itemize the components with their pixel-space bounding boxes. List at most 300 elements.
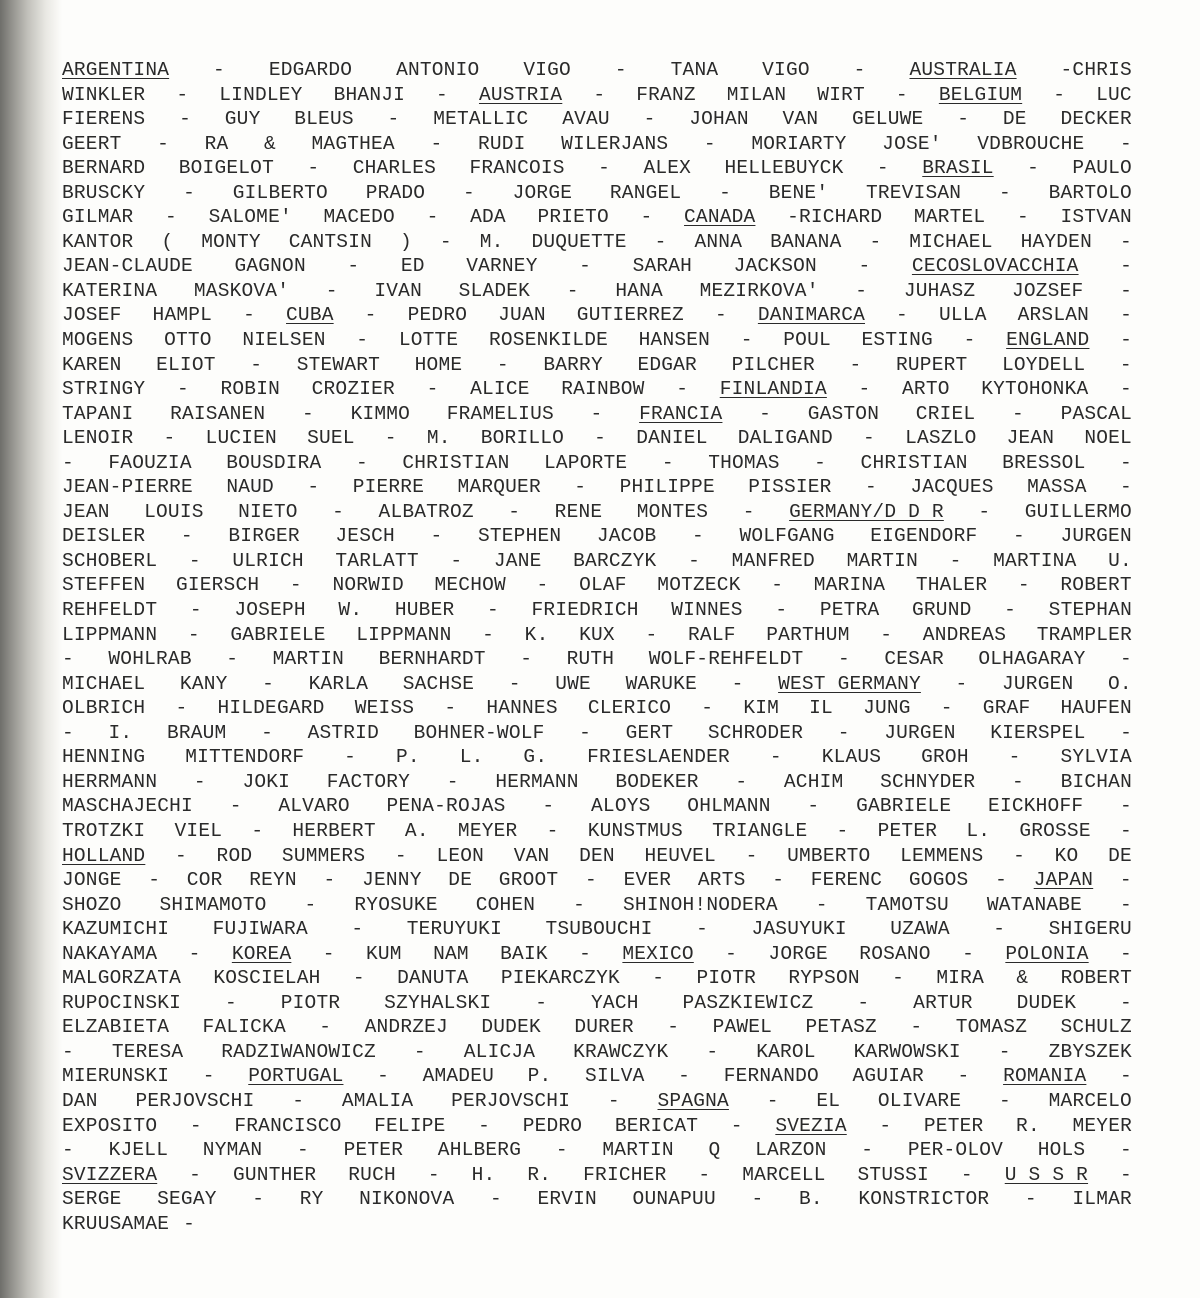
word: - [1004, 599, 1017, 622]
word: WINKLER [62, 83, 146, 106]
word: PETER [343, 1139, 404, 1162]
word: LEON [436, 844, 485, 867]
word: ROD [216, 844, 253, 867]
word: BODEKER [615, 770, 699, 793]
word: REYN [249, 869, 297, 892]
text-line [62, 794, 1132, 819]
word: DAN [62, 1089, 98, 1112]
word: GILBERTO [232, 181, 328, 204]
word: FALICKA [202, 1016, 286, 1039]
word: - [766, 1089, 779, 1112]
word: - [853, 59, 866, 81]
word: BRESSOL [1002, 451, 1086, 474]
word: STUSSI [857, 1163, 929, 1186]
word: SHIGERU [1048, 918, 1132, 941]
word: - [879, 1114, 892, 1137]
word: KAROL [756, 1040, 816, 1063]
word: - [691, 525, 704, 548]
word: - [62, 1040, 74, 1063]
word: CHRISTIAN [860, 451, 968, 474]
word: PRIETO [537, 206, 609, 229]
country-heading: CECOSLOVACCHIA [911, 255, 1079, 278]
word: ISTVAN [1060, 206, 1132, 229]
word: JURGEN [1002, 672, 1074, 695]
word: MONTES [636, 500, 709, 523]
word: TOMASZ [955, 1016, 1028, 1039]
word: BLEUS [294, 108, 354, 131]
word: KAZUMICHI [62, 918, 170, 941]
word: THOMAS [708, 451, 780, 474]
word: - [444, 697, 457, 720]
word: WEISS [354, 697, 415, 720]
word: OUNAPUU [632, 1188, 716, 1211]
text-line [62, 1187, 1132, 1212]
word: - [427, 1163, 440, 1186]
word: - [698, 1163, 711, 1186]
word: GUILLERMO [1024, 500, 1132, 523]
word: - [496, 353, 509, 376]
word: R. [1016, 1114, 1040, 1137]
word: - [307, 476, 320, 499]
word: MORIARTY [751, 132, 847, 155]
word: MARTIN [846, 549, 918, 572]
word: - [725, 942, 738, 965]
word: - [1120, 132, 1132, 155]
word: LAPORTE [543, 451, 628, 474]
text-line [62, 254, 1132, 279]
word: - [1120, 721, 1132, 744]
word: SCHULZ [1060, 1016, 1132, 1039]
word: - [880, 623, 893, 646]
word: ROSENKILDE [488, 329, 609, 352]
word: CHARLES [352, 157, 437, 180]
word: - [869, 230, 882, 253]
word: PIERRE [352, 476, 425, 499]
word: - [590, 402, 603, 425]
country-heading: CANADA [684, 206, 756, 229]
word: SLADEK [458, 279, 531, 302]
word: - [1053, 83, 1066, 106]
word: FRAMELIUS [446, 402, 554, 425]
word: GELUWE [852, 108, 924, 131]
word: GRAF [982, 697, 1031, 720]
word: - [1119, 819, 1132, 842]
word: - [229, 795, 242, 818]
word: UWE [555, 672, 591, 695]
word: WOHLRAB [108, 648, 192, 671]
word: PETER [923, 1114, 984, 1137]
word: GASTON [807, 402, 880, 425]
word: - [347, 255, 360, 278]
word: STEFFEN [62, 574, 146, 597]
word: - [876, 157, 889, 180]
word: VARNEY [466, 255, 538, 278]
country-heading: PORTUGAL [248, 1065, 344, 1088]
word: TERUYUKI [406, 918, 502, 941]
word: - [566, 279, 579, 302]
word: - [598, 157, 611, 180]
word: ADA [470, 206, 506, 229]
word: TAMOTSU [865, 893, 949, 916]
text-line [62, 58, 1132, 83]
word: FELIPE [374, 1114, 446, 1137]
word: TREVISAN [865, 181, 962, 204]
word: GUY [224, 108, 261, 131]
word: - [751, 1188, 764, 1211]
word: G. [523, 746, 548, 769]
word: - [62, 451, 74, 474]
word: RY [299, 1188, 324, 1211]
word: - [304, 893, 317, 916]
word: - [520, 648, 533, 671]
word: - [319, 1016, 332, 1039]
word: - [489, 1188, 502, 1211]
word: BENE' [768, 181, 829, 204]
word: IVAN [374, 279, 422, 302]
word: LOUIS [144, 500, 204, 523]
word: - [297, 1139, 309, 1162]
word: - [745, 844, 758, 867]
word: - [678, 1065, 691, 1088]
word: KJELL [108, 1139, 169, 1162]
word: O. [1108, 672, 1132, 695]
word: PASZKIEWICZ [682, 991, 814, 1014]
word: - [165, 206, 177, 229]
word: MECHOW [434, 574, 506, 597]
word: SCHRODER [707, 721, 804, 744]
word: KANTOR [62, 230, 134, 253]
word: CANTSIN [288, 230, 373, 253]
word: - [940, 697, 953, 720]
word: - [579, 942, 592, 965]
word: TSUBOUCHI [545, 918, 653, 941]
word: MILAN [726, 83, 787, 106]
word: RUCH [348, 1163, 396, 1186]
word: - [579, 255, 592, 278]
word: - [462, 181, 475, 204]
word: BRUSCKY [62, 181, 146, 204]
word: - [730, 1114, 743, 1137]
country-heading: SPAGNA [657, 1089, 729, 1112]
word: -CHRIS [1060, 59, 1132, 81]
word: - [62, 648, 74, 671]
word: BOIGELOT [178, 157, 274, 180]
word: - [978, 500, 991, 523]
word: - [863, 427, 875, 450]
word: - [759, 402, 772, 425]
word: KIM [743, 697, 780, 720]
word: FRIEDRICH [531, 599, 639, 622]
word: - [593, 83, 606, 106]
word: DE [448, 869, 473, 892]
word: FRANZ [636, 83, 696, 106]
word: DE [1002, 108, 1027, 131]
word: LOYDELL [1002, 353, 1086, 376]
word: DECKER [1060, 108, 1132, 131]
word: DUDEK [1016, 991, 1077, 1014]
word: KUNSTMUS [587, 819, 683, 842]
word: JURGEN [884, 721, 956, 744]
word: - [1011, 770, 1024, 793]
word: TERESA [111, 1040, 184, 1063]
text-line [62, 647, 1132, 672]
word: PASCAL [1060, 402, 1132, 425]
word: HILDEGARD [217, 697, 325, 720]
country-heading: SVIZZERA [62, 1163, 158, 1186]
word: - [1017, 574, 1030, 597]
word: HERMANN [495, 770, 579, 793]
text-line [62, 991, 1132, 1016]
country-heading: FINLANDIA [719, 378, 827, 401]
country-heading: SVEZIA [775, 1114, 847, 1137]
word: OLBRICH [62, 697, 146, 720]
word: - [224, 991, 237, 1014]
word: - [910, 1016, 923, 1039]
word: L. [459, 746, 484, 769]
word: - [508, 500, 521, 523]
word: TANA [670, 59, 719, 81]
word: - [323, 869, 336, 892]
word: ) [399, 230, 412, 253]
word: - [307, 157, 320, 180]
text-line [62, 1089, 1132, 1114]
text-line [62, 402, 1132, 427]
word: ED [400, 255, 425, 278]
word: - [202, 1065, 215, 1088]
word: HAUFEN [1060, 697, 1132, 720]
word: MARINA [813, 574, 886, 597]
word: SYLVIA [1060, 746, 1132, 769]
text-line [62, 377, 1132, 402]
word: PERJOVSCHI [135, 1089, 255, 1112]
word: SERGE [62, 1188, 122, 1211]
word: JONGE [62, 869, 122, 892]
word: PEDRO [522, 1114, 583, 1137]
word: PIEKARCZYK [500, 967, 620, 990]
word: RUTH [566, 648, 615, 671]
text-line [62, 672, 1132, 697]
text-line [62, 500, 1132, 525]
word: - [579, 721, 592, 744]
word: AMALIA [341, 1089, 414, 1112]
word: IL [809, 697, 833, 720]
word: PERJOVSCHI [451, 1089, 571, 1112]
word: - [643, 108, 656, 131]
word: - [772, 869, 785, 892]
word: - [176, 378, 189, 401]
word: - [439, 230, 452, 253]
word: LEMMENS [900, 844, 984, 867]
text-line [62, 181, 1132, 206]
word: - [183, 1212, 196, 1235]
word: FRANCOIS [469, 157, 565, 180]
word: - [174, 844, 187, 867]
word: & [1016, 967, 1029, 990]
word: LASZLO [905, 427, 977, 450]
word: - [1120, 451, 1132, 474]
word: MANFRED [731, 549, 815, 572]
word: VIGO [762, 59, 810, 81]
word: MOTZECK [657, 574, 741, 597]
word: - [607, 1089, 620, 1112]
word: STEPHEN [477, 525, 562, 548]
word: WATANABE [986, 893, 1083, 916]
country-heading: POLONIA [1005, 942, 1089, 965]
word: MEYER [1072, 1114, 1132, 1137]
word: NIKONOVA [359, 1188, 455, 1211]
word: COR [186, 869, 223, 892]
word: - [187, 623, 200, 646]
word: EIGENDORF [870, 525, 978, 548]
word: EXPOSITO [62, 1114, 158, 1137]
word: VDBROUCHE [977, 132, 1085, 155]
word: PARTHUM [766, 623, 850, 646]
word: W. [338, 599, 363, 622]
text-line [62, 966, 1132, 991]
word: - [1120, 1163, 1132, 1186]
word: HAMPL [152, 304, 213, 327]
word: - [148, 869, 161, 892]
word: GROH [921, 746, 969, 769]
word: JOSE' [882, 132, 942, 155]
word: - [351, 918, 364, 941]
word: MOGENS [62, 329, 134, 352]
word: PER-OLOV [907, 1139, 1004, 1162]
word: - [769, 746, 782, 769]
word: LUC [1096, 83, 1132, 106]
word: JOHAN [689, 108, 749, 131]
word: - [188, 549, 201, 572]
country-heading: WEST GERMANY [778, 672, 921, 695]
text-line [62, 819, 1132, 844]
word: MARQUER [457, 476, 541, 499]
word: - [594, 427, 607, 450]
word: SCHOBERL [62, 549, 158, 572]
word: - [325, 279, 338, 302]
word: JURGEN [1060, 525, 1132, 548]
word: FERENC [810, 869, 883, 892]
word: ACHIM [783, 770, 844, 793]
word: - [1119, 230, 1132, 253]
word: - [892, 967, 905, 990]
word: KARWOWSKI [853, 1040, 961, 1063]
word: OTTO [164, 329, 212, 352]
word: ULRICH [232, 549, 304, 572]
country-heading: ROMANIA [1003, 1065, 1087, 1088]
word: - [535, 991, 548, 1014]
country-heading: AUSTRIA [478, 83, 563, 106]
word: FERNANDO [723, 1065, 819, 1088]
text-line [62, 745, 1132, 770]
word: - [731, 672, 744, 695]
word: ILMAR [1072, 1188, 1132, 1211]
word: RA [204, 132, 229, 155]
word: STEPHAN [1048, 599, 1132, 622]
text-line [62, 1138, 1132, 1163]
word: - [614, 59, 627, 81]
word: - [865, 476, 877, 499]
word: SARAH [632, 255, 693, 278]
word: GROOT [498, 869, 559, 892]
word: - [815, 893, 828, 916]
word: HERRMANN [62, 770, 158, 793]
word: PAWEL [712, 1016, 773, 1039]
word: ARTS [697, 869, 746, 892]
word: - [426, 206, 439, 229]
word: - [995, 869, 1007, 892]
word: TAPANI [62, 402, 134, 425]
word: MAGTHEA [311, 132, 395, 155]
word: SUMMERS [281, 844, 366, 867]
word: FIERENS [62, 108, 146, 131]
word: VAN [782, 108, 819, 131]
word: ULLA [938, 304, 987, 327]
word: - [189, 599, 202, 622]
word: ROSANO [859, 942, 931, 965]
word: - [555, 1139, 568, 1162]
word: - [1120, 893, 1132, 916]
word: - [719, 181, 731, 204]
word: ANDREAS [922, 623, 1007, 646]
text-line [62, 696, 1132, 721]
word: FRANCISCO [234, 1114, 342, 1137]
word: - [508, 672, 521, 695]
word: BERNHARDT [378, 648, 486, 671]
text-line [62, 107, 1132, 132]
word: RADZIWANOWICZ [221, 1040, 376, 1063]
text-line [62, 1064, 1132, 1089]
word: - [998, 1040, 1011, 1063]
word: UZAWA [890, 918, 950, 941]
word: KAREN [62, 353, 122, 376]
word: JACOB [596, 525, 657, 548]
word: BOHNER-WOLF [413, 721, 545, 744]
word: DALIGAND [737, 427, 833, 450]
country-heading: GERMANY/D D R [789, 500, 944, 523]
word: BANANA [770, 230, 842, 253]
word: CLERICO [587, 697, 672, 720]
word: JOSEF [62, 304, 122, 327]
word: KO [1054, 844, 1079, 867]
word: WIRT [817, 83, 865, 106]
text-line [62, 893, 1132, 918]
word: -RICHARD [787, 206, 883, 229]
word: FACTORY [326, 770, 411, 793]
word: PRADO [365, 181, 426, 204]
country-heading: KOREA [231, 942, 292, 965]
word: MASCHAJECHI [62, 795, 193, 818]
word: - [175, 697, 188, 720]
text-line [62, 279, 1132, 304]
word: SACHSE [402, 672, 475, 695]
word: RYPSON [788, 967, 860, 990]
country-heading: BELGIUM [938, 83, 1023, 106]
word: NIELSEN [242, 329, 326, 352]
word: HOME [414, 353, 463, 376]
word: - [585, 869, 597, 892]
word: P. [527, 1065, 552, 1088]
word: - [482, 623, 495, 646]
word: - [688, 549, 700, 572]
word: ELIOT [156, 353, 216, 376]
text-line [62, 868, 1132, 893]
text-line [62, 844, 1132, 869]
word: - [1120, 991, 1132, 1014]
word: PISSIER [748, 476, 832, 499]
word: JOZSEF [1011, 279, 1084, 302]
word: - [963, 329, 976, 352]
word: AHLBERG [437, 1139, 522, 1162]
